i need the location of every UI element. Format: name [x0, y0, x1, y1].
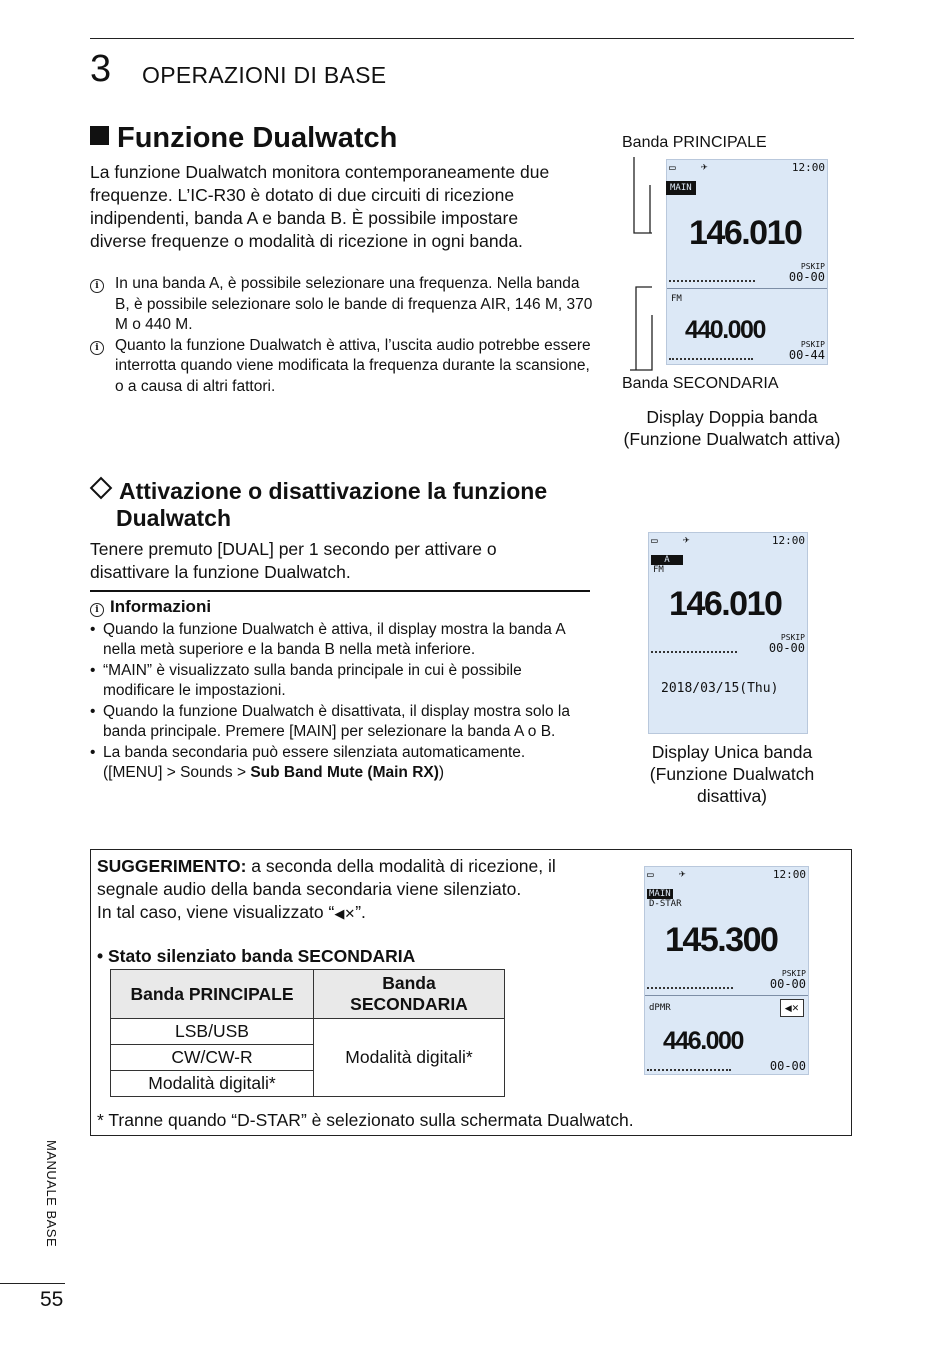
clock: 12:00 — [791, 161, 825, 174]
mode-b: FM — [671, 294, 682, 304]
signal-icon: ✈ — [683, 533, 690, 546]
band-tag: A — [651, 555, 683, 565]
mute-speaker-icon: ◀✕ — [334, 906, 356, 921]
pskip-b: PSKIP — [800, 340, 825, 349]
note-item: i In una banda A, è possibile selezionare una frequenza. Nella banda B, è possibile selezionare solo le bande di frequenza AIR, 146 M, 370 M o 440 M. — [90, 274, 595, 336]
mode-a: D-STAR — [649, 899, 682, 909]
s-meter-a — [669, 280, 755, 282]
list-item: • “MAIN” è visualizzato sulla banda principale in cui è possibile modificare le impostazioni. — [90, 661, 522, 699]
subsection-text: Tenere premuto [DUAL] per 1 secondo per attivare o disattivare la funzione Dualwatch. — [90, 539, 497, 582]
table-header-sub: Banda SECONDARIA — [314, 970, 505, 1019]
figure2-caption: Display Unica banda (Funzione Dualwatch disattiva) — [649, 742, 815, 806]
info-box — [90, 597, 595, 784]
band-leader-lines — [628, 155, 668, 375]
section-intro: La funzione Dualwatch monitora contemporaneamente due frequenze. L’IC-R30 è dotato di due circuiti di ricezione indipendenti, banda A e banda B. È possibile impostare diverse frequenze o modalità di ricezione in ogni banda. — [90, 162, 550, 251]
single-band-display — [648, 532, 808, 734]
pskip: PSKIP — [780, 633, 805, 642]
mode: FM — [653, 565, 664, 575]
table-cell: CW/CW-R — [111, 1045, 314, 1071]
label-sub-band: Banda SECONDARIA — [622, 375, 779, 392]
list-item: • Quando la funzione Dualwatch è attiva, il display mostra la banda A nella metà superiore e la banda B nella metà inferiore. — [90, 620, 565, 658]
chapter-title: OPERAZIONI DI BASE — [142, 62, 387, 88]
mute-table — [110, 969, 505, 1097]
list-item: • Quando la funzione Dualwatch è disattivata, il display mostra solo la banda principale. Premere [MAIN] per selezionare la banda A o B. — [90, 702, 570, 740]
table-cell-merged: Modalità digitali* — [314, 1019, 505, 1097]
frequency-b: 446.000 — [663, 1027, 743, 1055]
frequency-a: 146.010 — [689, 214, 802, 252]
battery-icon: ▭ — [651, 534, 658, 547]
memory-b: 00-44 — [788, 348, 825, 362]
list-item: • La banda secondaria può essere silenziata automaticamente. ([MENU] > Sounds > Sub Band Mute (Main RX)) — [90, 743, 526, 781]
note-item: i Quanto la funzione Dualwatch è attiva, l’uscita audio potrebbe essere interrotta quando viene modificata la frequenza durante la scansione, o a causa di altri fattori. — [90, 336, 595, 398]
tip-bullet-title: • Stato silenziato banda SECONDARIA — [97, 946, 416, 966]
tip-text: SUGGERIMENTO: a seconda della modalità di ricezione, il segnale audio della banda secondaria viene silenziato. In tal caso, viene visualizzato “◀✕”. — [97, 856, 556, 922]
battery-icon: ▭ — [647, 868, 654, 881]
section-title-text: Funzione Dualwatch — [117, 122, 398, 154]
s-meter-b — [647, 1069, 731, 1071]
pskip-a: PSKIP — [781, 969, 806, 978]
page-number-rule — [0, 1283, 65, 1284]
table-cell: LSB/USB — [111, 1019, 314, 1045]
section-notes — [90, 274, 595, 397]
clock: 12:00 — [772, 868, 806, 881]
figure1-caption: Display Doppia banda (Funzione Dualwatch attiva) — [623, 407, 841, 449]
side-label: MANUALE BASE — [44, 1140, 59, 1248]
square-bullet-icon — [90, 126, 109, 145]
info-rule — [90, 590, 590, 592]
page-number: 55 — [40, 1288, 64, 1311]
signal-icon: ✈ — [679, 867, 686, 880]
tip-footnote: * Tranne quando “D-STAR” è selezionato sulla schermata Dualwatch. — [97, 1110, 634, 1130]
header-rule — [90, 38, 854, 39]
pskip-a: PSKIP — [800, 262, 825, 271]
s-meter-a — [647, 987, 733, 989]
memory: 00-00 — [768, 641, 805, 655]
info-icon: i — [90, 279, 104, 293]
frequency-b: 440.000 — [685, 316, 765, 344]
label-main-band: Banda PRINCIPALE — [622, 134, 767, 151]
table-header-main: Banda PRINCIPALE — [111, 970, 314, 1019]
mode-b: dPMR — [649, 1003, 671, 1013]
signal-icon: ✈ — [701, 160, 708, 173]
chapter-number: 3 — [90, 48, 112, 90]
dual-band-display — [666, 159, 828, 365]
mute-speaker-icon: ◀✕ — [780, 999, 804, 1017]
main-tag: MAIN — [667, 182, 695, 194]
s-meter-b — [669, 358, 753, 360]
info-icon: i — [90, 341, 104, 355]
muted-dual-display — [644, 866, 809, 1075]
info-heading: i Informazioni — [90, 597, 595, 618]
clock: 12:00 — [771, 534, 805, 547]
frequency: 146.010 — [669, 585, 782, 623]
section-title — [90, 122, 397, 155]
diamond-bullet-icon — [90, 477, 113, 500]
memory-a: 00-00 — [769, 977, 806, 991]
info-icon: i — [90, 603, 104, 617]
battery-icon: ▭ — [669, 161, 676, 174]
memory-b: 00-00 — [769, 1059, 806, 1073]
frequency-a: 145.300 — [665, 921, 778, 959]
table-cell: Modalità digitali* — [111, 1071, 314, 1097]
s-meter — [651, 651, 737, 653]
main-tag: MAIN — [649, 889, 671, 899]
memory-a: 00-00 — [788, 270, 825, 284]
date: 2018/03/15(Thu) — [661, 681, 779, 696]
subsection-title: Attivazione o disattivazione la funzione Dualwatch — [90, 478, 600, 532]
